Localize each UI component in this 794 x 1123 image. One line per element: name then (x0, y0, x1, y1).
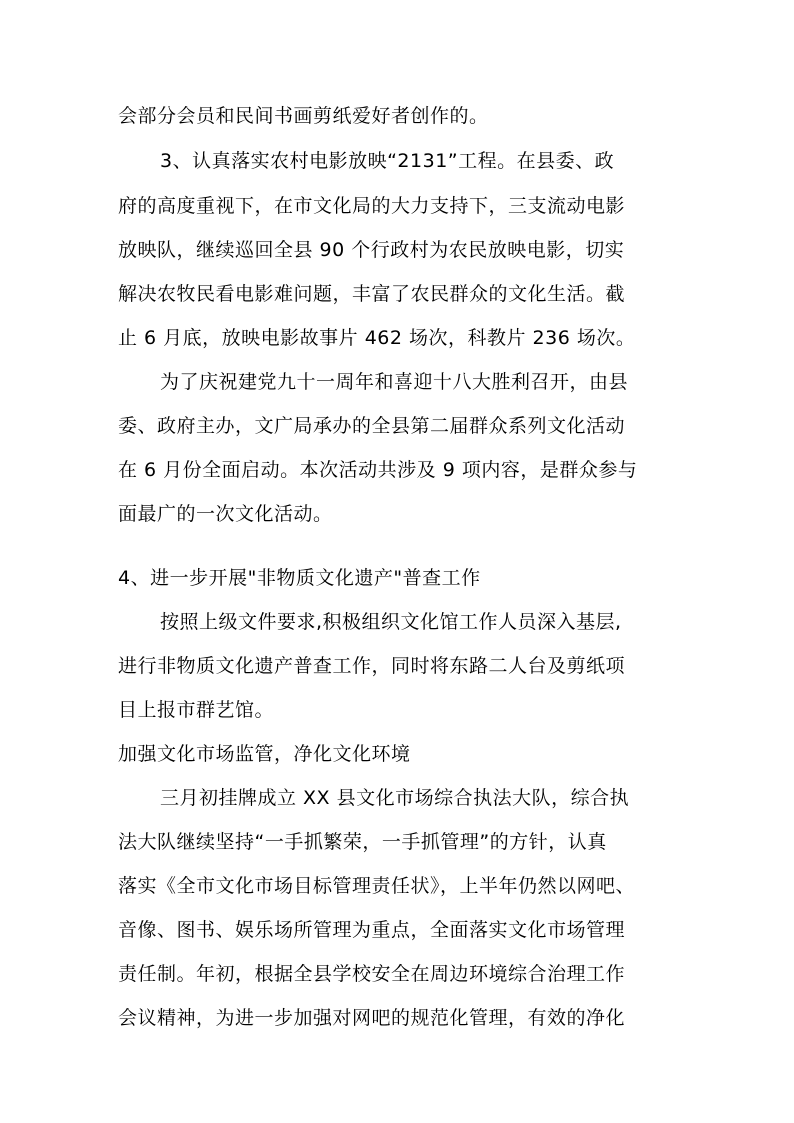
paragraph-line: 音像、图书、娱乐场所管理为重点，全面落实文化市场管理 (118, 919, 626, 941)
paragraph-line: 为了庆祝建党九十一周年和喜迎十八大胜利召开，由县 (160, 371, 629, 393)
paragraph-line: 三月初挂牌成立 XX 县文化市场综合执法大队，综合执 (160, 787, 630, 809)
paragraph-line: 法大队继续坚持“一手抓繁荣，一手抓管理”的方针，认真 (118, 831, 607, 853)
paragraph-line: 目上报市群艺馆。 (118, 699, 275, 721)
paragraph-line: 止 6 月底，放映电影故事片 462 场次，科教片 236 场次。 (118, 327, 636, 349)
paragraph-line: 会部分会员和民间书画剪纸爱好者创作的。 (118, 105, 489, 127)
paragraph-line: 面最广的一次文化活动。 (118, 503, 333, 525)
paragraph-line: 责任制。年初，根据全县学校安全在周边环境综合治理工作 (118, 963, 626, 985)
section-heading: 4、进一步开展"非物质文化遗产"普查工作 (118, 567, 481, 589)
paragraph-line: 解决农牧民看电影难问题，丰富了农民群众的文化生活。截 (118, 283, 626, 305)
paragraph-line: 落实《全市文化市场目标管理责任状》，上半年仍然以网吧、 (118, 875, 636, 897)
paragraph-line: 放映队，继续巡回全县 90 个行政村为农民放映电影，切实 (118, 239, 625, 261)
paragraph-line: 按照上级文件要求,积极组织文化馆工作人员深入基层, (160, 611, 622, 633)
section-heading-line: 3、认真落实农村电影放映“2131”工程。在县委、政 (160, 150, 615, 172)
paragraph-line: 委、政府主办，文广局承办的全县第二届群众系列文化活动 (118, 415, 626, 437)
paragraph-line: 进行非物质文化遗产普查工作，同时将东路二人台及剪纸项 (118, 655, 626, 677)
paragraph-line: 会议精神，为进一步加强对网吧的规范化管理，有效的净化 (118, 1007, 626, 1029)
paragraph-line: 府的高度重视下，在市文化局的大力支持下，三支流动电影 (118, 195, 626, 217)
paragraph-line: 在 6 月份全面启动。本次活动共涉及 9 项内容，是群众参与 (118, 459, 638, 481)
section-heading: 加强文化市场监管，净化文化环境 (118, 743, 411, 765)
